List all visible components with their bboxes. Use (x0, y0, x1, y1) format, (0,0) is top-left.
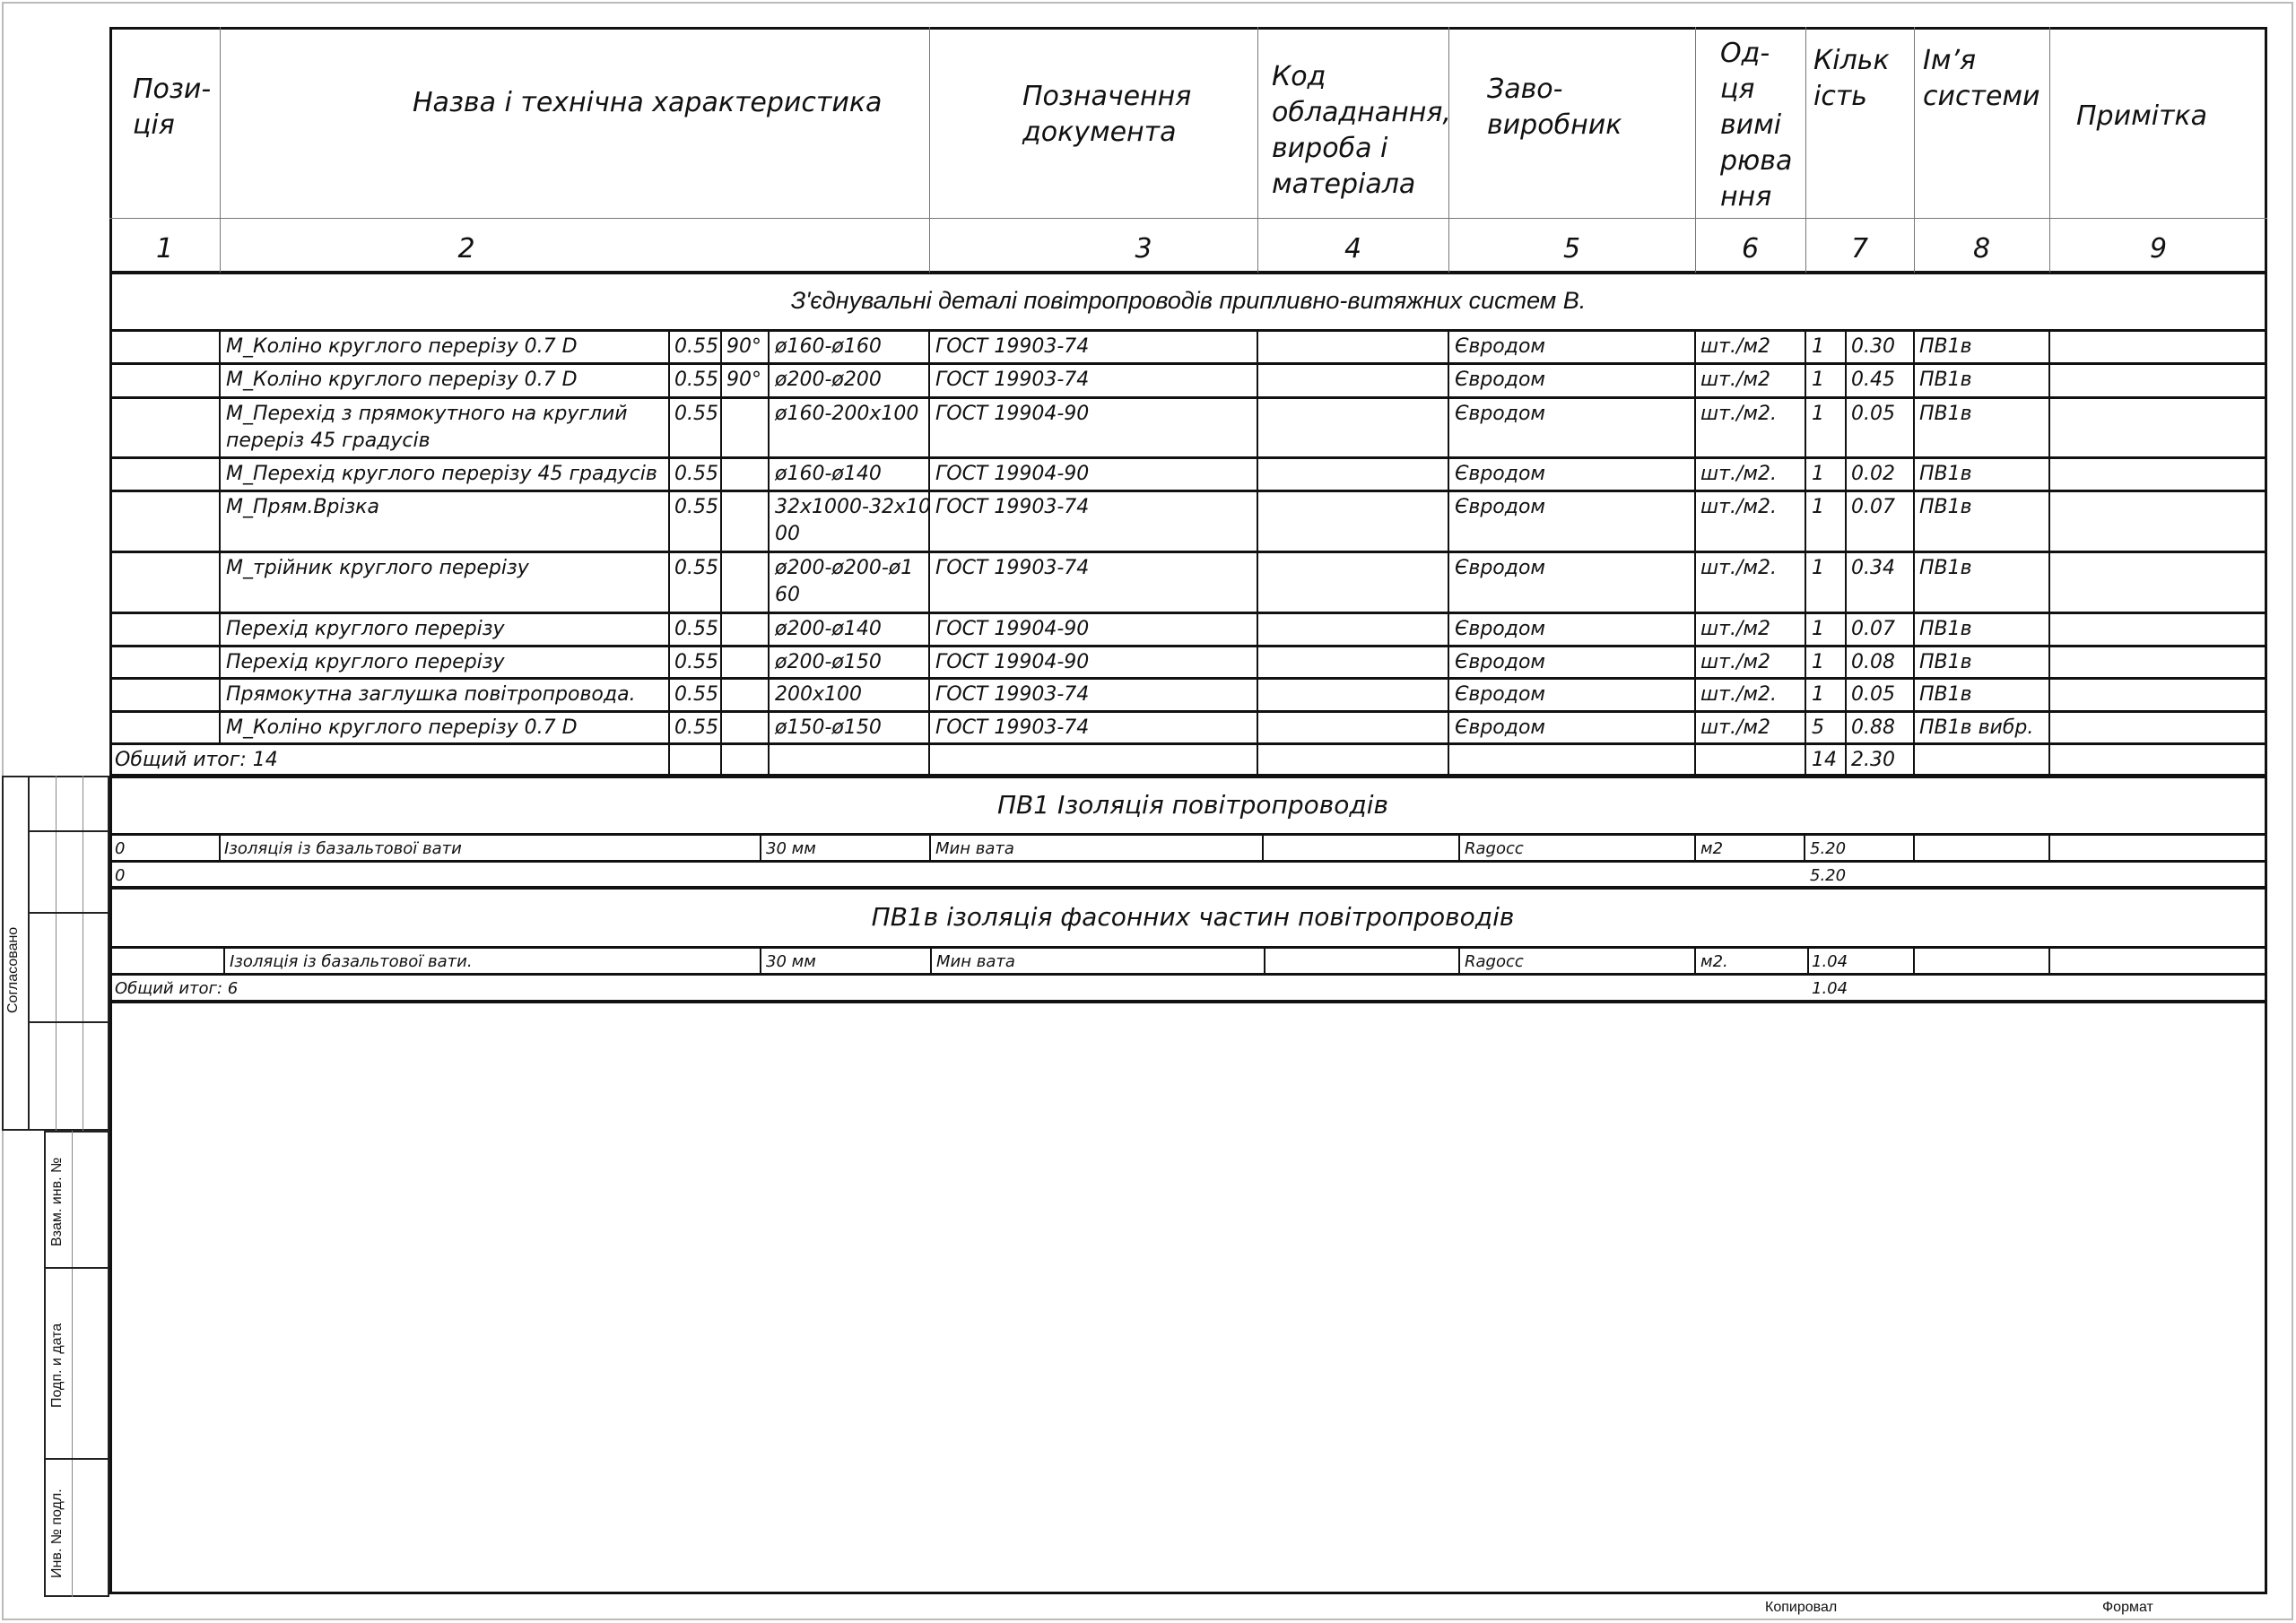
row-1-maker: Євродом (1455, 335, 1546, 358)
section2-row-document: Мин вата (935, 839, 1014, 858)
row-1-t: 0.55 (674, 335, 718, 358)
header-bottom-border (109, 271, 2267, 274)
column-number-4: 4 (1344, 233, 1362, 265)
row-9-doc: ГОСТ 19903-74 (935, 683, 1090, 706)
row-5-system: ПВ1в (1919, 496, 1972, 518)
row-9-qty: 1 (1812, 683, 1824, 706)
row-9-name: Прямокутна заглушка повітропровода. (226, 683, 636, 706)
row-10-qty: 5 (1812, 716, 1824, 739)
column-number-9: 9 (2149, 233, 2168, 265)
section3-row-name: Ізоляція із базальтової вати. (230, 952, 473, 971)
column-number-2: 2 (457, 233, 475, 265)
row-divider (109, 551, 2267, 553)
section3-row-unit: м2. (1700, 952, 1728, 971)
row-9-unit: шт./м2. (1700, 683, 1777, 706)
header-column-divider (929, 27, 930, 273)
row-3-t: 0.55 (674, 403, 718, 425)
row-8-doc: ГОСТ 19904-90 (935, 651, 1090, 673)
row-10-area: 0.88 (1851, 716, 1895, 739)
row-8-t: 0.55 (674, 651, 718, 673)
row-10-unit: шт./м2 (1700, 716, 1770, 739)
row-1-name: М_Коліно круглого перерізу 0.7 D (226, 335, 578, 358)
row-3-maker: Євродом (1455, 403, 1546, 425)
row-column-divider (1694, 330, 1696, 775)
section1-total-area: 2.30 (1851, 749, 1895, 771)
row-3-name: М_Перехід з прямокутного на круглий переріз 45 градусів (226, 403, 628, 452)
section3-column-divider (1458, 947, 1460, 974)
row-8-name: Перехід круглого перерізу (226, 651, 505, 673)
section3-column-divider (1694, 947, 1696, 974)
section2-row-position: 0 (115, 839, 126, 858)
footer-copied-label: Копировал (1765, 1600, 1838, 1615)
section3-total-label: Общий итог: 6 (115, 979, 239, 998)
row-10-name: М_Коліно круглого перерізу 0.7 D (226, 716, 578, 739)
section3-column-divider (223, 947, 225, 974)
column-header-9: Примітка (2076, 100, 2208, 132)
row-5-t: 0.55 (674, 496, 718, 518)
row-3-size: ø160-200x100 (775, 403, 919, 425)
section2-column-divider (929, 834, 931, 861)
section2-row-thickness: 30 мм (766, 839, 816, 858)
section3-column-divider (2048, 947, 2050, 974)
row-divider (109, 612, 2267, 614)
row-9-t: 0.55 (674, 683, 718, 706)
row-3-system: ПВ1в (1919, 403, 1972, 425)
row-7-maker: Євродом (1455, 618, 1546, 640)
row-1-system: ПВ1в (1919, 335, 1972, 358)
section3-row-thickness: 30 мм (766, 952, 816, 971)
row-8-qty: 1 (1812, 651, 1824, 673)
header-column-divider (220, 27, 221, 273)
row-6-unit: шт./м2. (1700, 557, 1777, 579)
row-column-divider (2048, 330, 2050, 775)
row-6-area: 0.34 (1851, 557, 1895, 579)
row-3-unit: шт./м2. (1700, 403, 1777, 425)
row-2-t: 0.55 (674, 369, 718, 391)
row-5-doc: ГОСТ 19903-74 (935, 496, 1090, 518)
stamp-replace-inv-label: Взам. инв. № (49, 1157, 65, 1246)
column-header-2: Назва і технічна характеристика (413, 87, 883, 118)
row-2-name: М_Коліно круглого перерізу 0.7 D (226, 369, 578, 391)
row-6-doc: ГОСТ 19903-74 (935, 557, 1090, 579)
row-5-maker: Євродом (1455, 496, 1546, 518)
row-6-t: 0.55 (674, 557, 718, 579)
row-6-size: ø200-ø200-ø1 60 (775, 557, 914, 606)
section2-column-divider (1694, 834, 1696, 861)
row-4-maker: Євродом (1455, 463, 1546, 485)
row-4-size: ø160-ø140 (775, 463, 882, 485)
row-10-system: ПВ1в вибр. (1919, 716, 2034, 739)
row-7-doc: ГОСТ 19904-90 (935, 618, 1090, 640)
row-3-area: 0.05 (1851, 403, 1895, 425)
section2-bottom (109, 886, 2267, 890)
row-7-t: 0.55 (674, 618, 718, 640)
row-4-area: 0.02 (1851, 463, 1895, 485)
row-column-divider (720, 330, 722, 775)
row-2-unit: шт./м2 (1700, 369, 1770, 391)
row-column-divider (668, 330, 670, 775)
row-6-name: М_трійник круглого перерізу (226, 557, 529, 579)
header-column-divider (2049, 27, 2050, 273)
row-2-qty: 1 (1812, 369, 1824, 391)
row-4-qty: 1 (1812, 463, 1824, 485)
row-8-unit: шт./м2 (1700, 651, 1770, 673)
column-header-3: Позначення документа (1022, 81, 1192, 148)
row-4-system: ПВ1в (1919, 463, 1972, 485)
column-number-6: 6 (1741, 233, 1760, 265)
stamp-inv-orig-label: Инв. № подл. (49, 1488, 65, 1578)
row-10-t: 0.55 (674, 716, 718, 739)
row-3-doc: ГОСТ 19904-90 (935, 403, 1090, 425)
row-4-unit: шт./м2. (1700, 463, 1777, 485)
row-8-area: 0.08 (1851, 651, 1895, 673)
row-1-qty: 1 (1812, 335, 1824, 358)
row-5-qty: 1 (1812, 496, 1824, 518)
row-9-area: 0.05 (1851, 683, 1895, 706)
row-divider (109, 742, 2267, 745)
row-column-divider (219, 330, 221, 743)
section3-row-quantity: 1.04 (1812, 952, 1848, 971)
row-1-size: ø160-ø160 (775, 335, 882, 358)
row-divider (109, 645, 2267, 647)
section3-row-document: Мин вата (936, 952, 1015, 971)
row-2-size: ø200-ø200 (775, 369, 882, 391)
row-2-maker: Євродом (1455, 369, 1546, 391)
column-header-4: Код обладнання, вироба і матеріала (1272, 61, 1451, 200)
column-number-8: 8 (1972, 233, 1991, 265)
section3-total-quantity: 1.04 (1812, 979, 1848, 998)
row-10-doc: ГОСТ 19903-74 (935, 716, 1090, 739)
section1-bottom (109, 775, 2267, 778)
row-divider (109, 710, 2267, 713)
section2-column-divider (1804, 834, 1805, 861)
section-title-insulation: ПВ1 Ізоляція повітропроводів (997, 790, 1388, 820)
row-column-divider (1805, 330, 1806, 775)
row-divider (109, 456, 2267, 459)
row-4-doc: ГОСТ 19904-90 (935, 463, 1090, 485)
header-column-divider (1695, 27, 1696, 273)
header-column-divider (1257, 27, 1258, 273)
section2-total-quantity: 5.20 (1810, 866, 1847, 885)
section2-column-divider (1262, 834, 1264, 861)
section3-column-divider (1807, 947, 1809, 974)
section2-column-divider (760, 834, 761, 861)
row-8-size: ø200-ø150 (775, 651, 882, 673)
row-5-name: М_Прям.Врізка (226, 496, 379, 518)
header-column-divider (1914, 27, 1915, 273)
section-title-fitting-insulation: ПВ1в ізоляція фасонних частин повітропроводів (871, 902, 1515, 932)
footer-format-label: Формат (2102, 1600, 2153, 1615)
row-2-angle: 90° (726, 369, 761, 391)
section2-row-name: Ізоляція із базальтової вати (224, 839, 462, 858)
section3-column-divider (1913, 947, 1915, 974)
row-divider (109, 677, 2267, 680)
row-9-system: ПВ1в (1919, 683, 1972, 706)
column-number-7: 7 (1850, 233, 1869, 265)
section3-title-bottom (109, 946, 2267, 949)
stamp-agreed-label: Согласовано (5, 926, 21, 1013)
row-3-qty: 1 (1812, 403, 1824, 425)
section3-column-divider (1264, 947, 1265, 974)
row-divider (109, 396, 2267, 399)
header-divider (109, 218, 2267, 219)
column-header-7: Кільк ість (1813, 45, 1890, 112)
row-1-doc: ГОСТ 19903-74 (935, 335, 1090, 358)
column-header-1: Пози- ція (133, 74, 212, 141)
row-7-name: Перехід круглого перерізу (226, 618, 505, 640)
section3-row-bottom (109, 973, 2267, 976)
row-7-size: ø200-ø140 (775, 618, 882, 640)
section1-total-qty: 14 (1812, 749, 1837, 771)
row-6-maker: Євродом (1455, 557, 1546, 579)
column-number-5: 5 (1562, 233, 1581, 265)
section2-row-maker: Ragocc (1465, 839, 1524, 858)
row-1-angle: 90° (726, 335, 761, 358)
row-5-area: 0.07 (1851, 496, 1895, 518)
section3-column-divider (930, 947, 932, 974)
header-column-divider (1805, 27, 1806, 273)
row-5-unit: шт./м2. (1700, 496, 1777, 518)
row-4-name: М_Перехід круглого перерізу 45 градусів (226, 463, 657, 485)
row-column-divider (768, 330, 770, 775)
section-title-bottom (109, 329, 2267, 332)
column-number-3: 3 (1135, 233, 1152, 265)
row-6-qty: 1 (1812, 557, 1824, 579)
section2-row-unit: м2 (1700, 839, 1724, 858)
row-10-size: ø150-ø150 (775, 716, 882, 739)
column-header-5: Заво- виробник (1487, 74, 1622, 141)
row-9-size: 200x100 (775, 683, 863, 706)
row-column-divider (1845, 330, 1847, 775)
row-column-divider (1257, 330, 1258, 775)
row-2-system: ПВ1в (1919, 369, 1972, 391)
section2-column-divider (219, 834, 221, 861)
section1-total-label: Общий итог: 14 (115, 749, 278, 771)
row-6-system: ПВ1в (1919, 557, 1972, 579)
row-column-divider (928, 330, 930, 775)
section2-row-quantity: 5.20 (1810, 839, 1847, 858)
row-5-size: 32x1000-32x10 00 (775, 496, 931, 545)
row-column-divider (1448, 330, 1449, 775)
column-header-6: Од- ця вимі рюва ння (1720, 38, 1793, 213)
row-2-doc: ГОСТ 19903-74 (935, 369, 1090, 391)
row-1-unit: шт./м2 (1700, 335, 1770, 358)
section2-total-label: 0 (115, 866, 126, 885)
row-divider (109, 490, 2267, 492)
row-7-unit: шт./м2 (1700, 618, 1770, 640)
column-header-8: Ім’я системи (1923, 45, 2040, 112)
section2-column-divider (1458, 834, 1460, 861)
row-7-qty: 1 (1812, 618, 1824, 640)
row-column-divider (1913, 330, 1915, 775)
row-7-system: ПВ1в (1919, 618, 1972, 640)
column-number-1: 1 (155, 233, 174, 265)
row-divider (109, 362, 2267, 365)
section2-title-bottom (109, 833, 2267, 836)
section2-column-divider (1913, 834, 1915, 861)
row-7-area: 0.07 (1851, 618, 1895, 640)
row-4-t: 0.55 (674, 463, 718, 485)
section3-row-maker: Ragocc (1465, 952, 1524, 971)
row-10-maker: Євродом (1455, 716, 1546, 739)
row-1-area: 0.30 (1851, 335, 1895, 358)
row-8-maker: Євродом (1455, 651, 1546, 673)
section3-column-divider (760, 947, 761, 974)
stamp-sign-date-label: Подп. и дата (49, 1323, 65, 1408)
section2-row-bottom (109, 860, 2267, 863)
row-2-area: 0.45 (1851, 369, 1895, 391)
section-title-fittings: З'єднувальні деталі повітропроводів припливно-витяжних систем В. (790, 287, 1587, 314)
row-8-system: ПВ1в (1919, 651, 1972, 673)
row-9-maker: Євродом (1455, 683, 1546, 706)
section3-bottom (109, 1000, 2267, 1003)
section2-column-divider (2048, 834, 2050, 861)
